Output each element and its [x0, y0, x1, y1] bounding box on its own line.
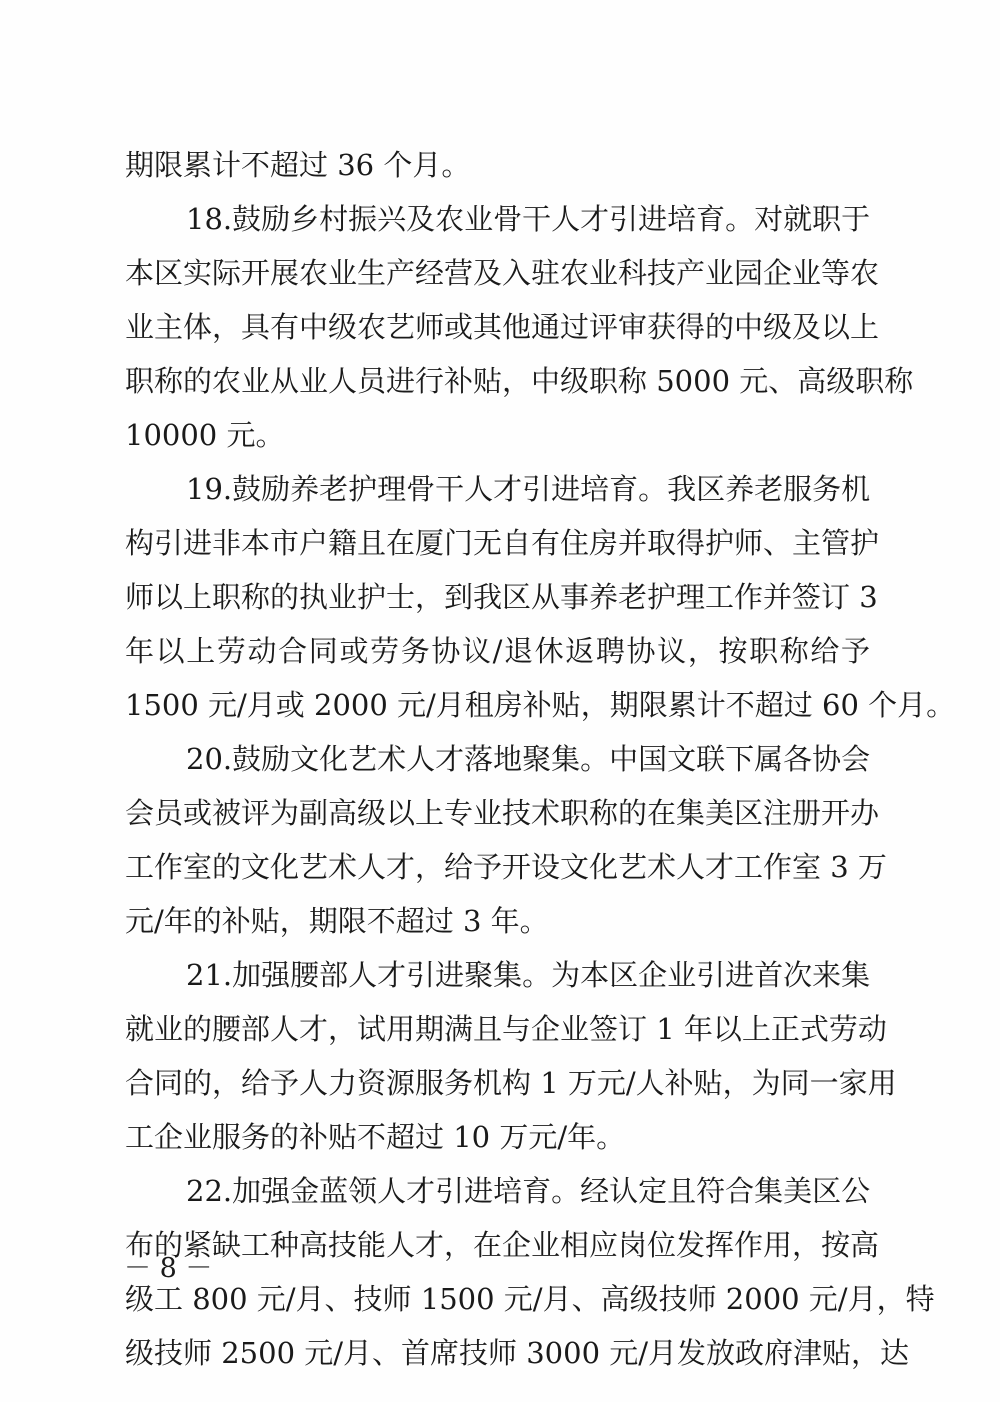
paragraph-18	[125, 192, 914, 462]
text-line: 元/年的补贴，期限不超过 3 年。	[125, 904, 549, 938]
text-line: 本区实际开展农业生产经营及入驻农业科技产业园企业等农	[125, 256, 880, 290]
text-line: 10000 元。	[125, 418, 285, 452]
text-line: 会员或被评为副高级以上专业技术职称的在集美区注册开办	[125, 796, 880, 830]
paragraph-17-tail	[125, 138, 870, 192]
text-line: 师以上职称的执业护士，到我区从事养老护理工作并签订 3	[125, 580, 878, 614]
text-line: 工企业服务的补贴不超过 10 万元/年。	[125, 1120, 626, 1154]
text-line: 18.鼓励乡村振兴及农业骨干人才引进培育。对就职于	[186, 202, 871, 236]
text-line: 工作室的文化艺术人才，给予开设文化艺术人才工作室 3 万	[125, 850, 887, 884]
text-line: 年以上劳动合同或劳务协议/退休返聘协议，按职称给予	[125, 634, 870, 668]
paragraph-20	[125, 732, 887, 948]
text-line: 19.鼓励养老护理骨干人才引进培育。我区养老服务机	[186, 472, 871, 506]
text-line: 20.鼓励文化艺术人才落地聚集。中国文联下属各协会	[186, 742, 871, 776]
text-line: 1500 元/月或 2000 元/月租房补贴，期限累计不超过 60 个月。	[125, 688, 956, 722]
text-line: 级技师 2500 元/月、首席技师 3000 元/月发放政府津贴，达	[125, 1336, 910, 1370]
paragraph-19	[125, 462, 956, 732]
text-line: 级工 800 元/月、技师 1500 元/月、高级技师 2000 元/月，特	[125, 1282, 935, 1316]
page-number: － 8 －	[124, 1253, 213, 1284]
text-line: 合同的，给予人力资源服务机构 1 万元/人补贴，为同一家用	[125, 1066, 897, 1100]
text-line: 业主体，具有中级农艺师或其他通过评审获得的中级及以上	[125, 310, 880, 344]
text-line: 职称的农业从业人员进行补贴，中级职称 5000 元、高级职称	[125, 364, 914, 398]
text-line: 22.加强金蓝领人才引进培育。经认定且符合集美区公	[186, 1174, 871, 1208]
text-line: 就业的腰部人才，试用期满且与企业签订 1 年以上正式劳动	[125, 1012, 887, 1046]
text-line: 21.加强腰部人才引进聚集。为本区企业引进首次来集	[186, 958, 871, 992]
text-line: 布的紧缺工种高技能人才，在企业相应岗位发挥作用，按高	[125, 1228, 880, 1262]
paragraph-22	[125, 1164, 935, 1380]
text-line: 构引进非本市户籍且在厦门无自有住房并取得护师、主管护	[125, 526, 880, 560]
paragraph-21	[125, 948, 897, 1164]
document-body	[125, 138, 956, 1380]
text-line: 期限累计不超过 36 个月。	[125, 148, 471, 182]
